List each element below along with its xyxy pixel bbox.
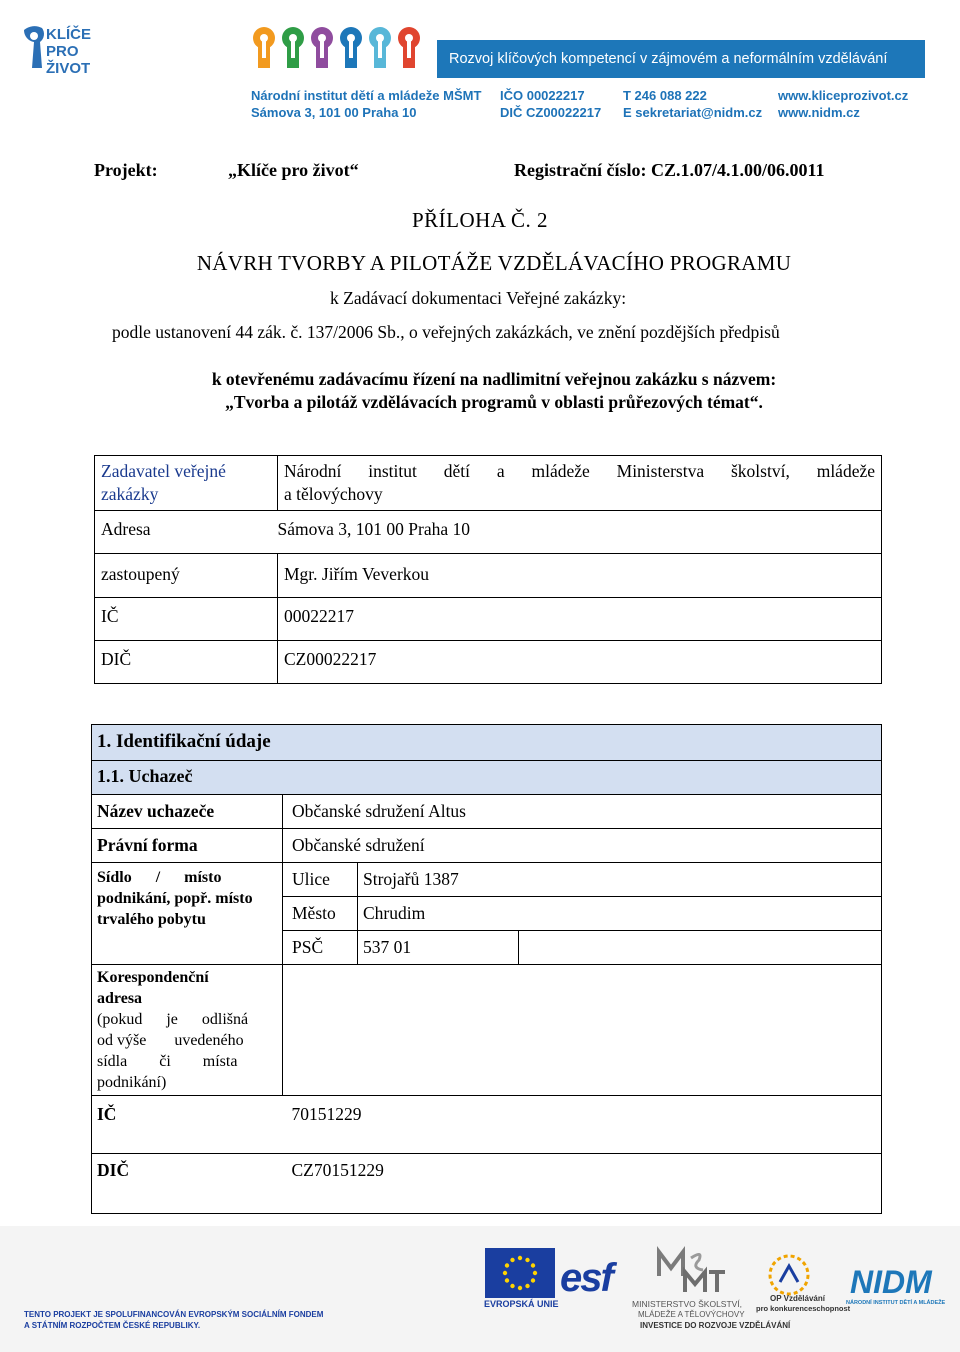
seat-label: Sídlo / místo: [97, 869, 222, 886]
authority-label: Zadavatel veřejné: [101, 461, 226, 481]
row-label: DIČ: [95, 641, 278, 684]
logo-line: ŽIVOT: [46, 60, 91, 77]
subtitle-1: k Zadávací dokumentaci Veřejné zakázky:: [330, 288, 627, 308]
org-address: Sámova 3, 101 00 Praha 10: [251, 105, 417, 120]
table-row: [92, 965, 882, 1096]
row-label: Adresa: [95, 511, 278, 554]
org-web-link[interactable]: www.kliceprozivot.cz: [778, 88, 909, 103]
appendix-title: PŘÍLOHA Č. 2: [411, 208, 549, 232]
row-value: Mgr. Jiřím Veverkou: [278, 554, 882, 598]
table-row: [95, 641, 882, 684]
address-field-value: Strojařů 1387: [358, 863, 882, 897]
org-name: Národní institut dětí a mládeže MŠMT: [251, 88, 482, 103]
bidder-name-value: Občanské sdružení Altus: [283, 795, 882, 829]
op-logo-icon: [766, 1252, 812, 1298]
row-label: zastoupený: [95, 554, 278, 598]
correspondence-note: od výše uvedeného: [97, 1032, 244, 1049]
keyholes-icon: [250, 22, 440, 82]
address-field-label: PSČ: [283, 931, 358, 965]
row-label: IČ: [95, 598, 278, 641]
project-line: [94, 160, 874, 184]
authority-name: Národní institut dětí a mládeže Ministerstva školství, mládeže: [284, 461, 875, 481]
table-row: [92, 863, 882, 897]
cofinancing-note: A STÁTNÍM ROZPOČTEM ČESKÉ REPUBLIKY.: [24, 1321, 201, 1330]
bidder-dic-value: CZ70151229: [283, 1154, 882, 1214]
project-banner: Rozvoj klíčových kompetencí v zájmovém a neformálním vzdělávání: [437, 40, 925, 78]
logo-wordmark: [46, 26, 91, 77]
nidm-label: NÁRODNÍ INSTITUT DĚTÍ A MLÁDEŽE: [846, 1300, 946, 1306]
section-header-row: [92, 725, 882, 761]
document-title: NÁVRH TVORBY A PILOTÁŽE VZDĚLÁVACÍHO PROGRAMU: [196, 251, 792, 275]
logo-line: PRO: [46, 43, 79, 60]
nidm-logo: NIDM: [850, 1264, 932, 1300]
table-row: [92, 1096, 882, 1154]
correspondence-label: Korespondenční: [97, 969, 209, 986]
correspondence-label-cell: [92, 965, 283, 1096]
table-row: [95, 598, 882, 641]
correspondence-label: adresa: [97, 990, 143, 1007]
table-row: [95, 511, 882, 554]
org-email[interactable]: E sekretariat@nidm.cz: [623, 105, 763, 120]
correspondence-note: (pokud je odlišná: [97, 1011, 249, 1028]
subsection-title: 1.1. Uchazeč: [92, 761, 882, 795]
address-field-value: 537 01: [358, 931, 519, 965]
project-label: Projekt:: [94, 160, 158, 180]
row-value: 00022217: [278, 598, 882, 641]
tender-name: „Tvorba a pilotáž vzdělávacích programů v oblasti průřezových témat“.: [225, 392, 763, 412]
address-field-value: Chrudim: [358, 897, 882, 931]
authority-label: zakázky: [101, 484, 159, 504]
op-label: pro konkurenceschopnost: [756, 1304, 851, 1313]
contracting-authority-table: [94, 455, 882, 684]
table-row: [95, 456, 882, 511]
org-web-link[interactable]: www.nidm.cz: [778, 105, 860, 120]
authority-value-cell: [278, 456, 882, 511]
correspondence-value: [283, 965, 882, 1096]
msmt-logo-icon: [655, 1246, 727, 1296]
esf-logo: esf: [560, 1256, 612, 1300]
bidder-table: [91, 724, 882, 1214]
legal-form-value: Občanské sdružení: [283, 829, 882, 863]
project-name: „Klíče pro život“: [228, 160, 359, 180]
table-row: [95, 554, 882, 598]
legal-form-label: Právní forma: [92, 829, 283, 863]
bidder-name-label: Název uchazeče: [92, 795, 283, 829]
eu-flag-icon: [485, 1248, 555, 1298]
seat-label: trvalého pobytu: [97, 911, 206, 928]
investment-slogan: INVESTICE DO ROZVOJE VZDĚLÁVÁNÍ: [640, 1321, 791, 1330]
row-value: Sámova 3, 101 00 Praha 10: [278, 511, 882, 554]
empty-cell: [519, 931, 882, 965]
msmt-label: MLÁDEŽE A TĚLOVÝCHOVY: [638, 1310, 745, 1319]
cofinancing-note: TENTO PROJEKT JE SPOLUFINANCOVÁN EVROPSKÝM SOCIÁLNÍM FONDEM: [24, 1310, 324, 1319]
bidder-dic-label: DIČ: [92, 1154, 283, 1214]
table-row: [92, 829, 882, 863]
footer: [0, 1226, 960, 1352]
bidder-ic-value: 70151229: [283, 1096, 882, 1154]
correspondence-note: sídla či místa: [97, 1053, 238, 1070]
org-dic: DIČ CZ00022217: [500, 105, 602, 120]
section-title: 1. Identifikační údaje: [92, 725, 882, 761]
msmt-label: MINISTERSTVO ŠKOLSTVÍ,: [632, 1299, 743, 1309]
correspondence-note: podnikání): [97, 1074, 167, 1091]
op-label: OP Vzdělávání: [770, 1294, 825, 1303]
bidder-ic-label: IČ: [92, 1096, 283, 1154]
authority-label-cell: [95, 456, 278, 511]
row-value: CZ00022217: [278, 641, 882, 684]
logo-line: KLÍČE: [46, 26, 91, 43]
subtitle-2: podle ustanovení 44 zák. č. 137/2006 Sb., o veřejných zakázkách, ve znění pozdějších předpisů: [112, 322, 780, 342]
authority-name: a tělovýchovy: [284, 484, 383, 504]
table-row: [92, 1154, 882, 1214]
table-row: [92, 795, 882, 829]
org-phone: T 246 088 222: [623, 88, 707, 103]
address-field-label: Město: [283, 897, 358, 931]
letterhead: [0, 0, 960, 130]
registration-number: Registrační číslo: CZ.1.07/4.1.00/06.0011: [514, 160, 825, 180]
eu-label: EVROPSKÁ UNIE: [484, 1299, 559, 1309]
address-field-label: Ulice: [283, 863, 358, 897]
tender-intro: k otevřenému zadávacímu řízení na nadlimitní veřejnou zakázku s názvem:: [211, 369, 777, 389]
subsection-header-row: [92, 761, 882, 795]
seat-label-cell: [92, 863, 283, 965]
seat-label: podnikání, popř. místo: [97, 890, 253, 907]
org-ico: IČO 00022217: [500, 88, 585, 103]
